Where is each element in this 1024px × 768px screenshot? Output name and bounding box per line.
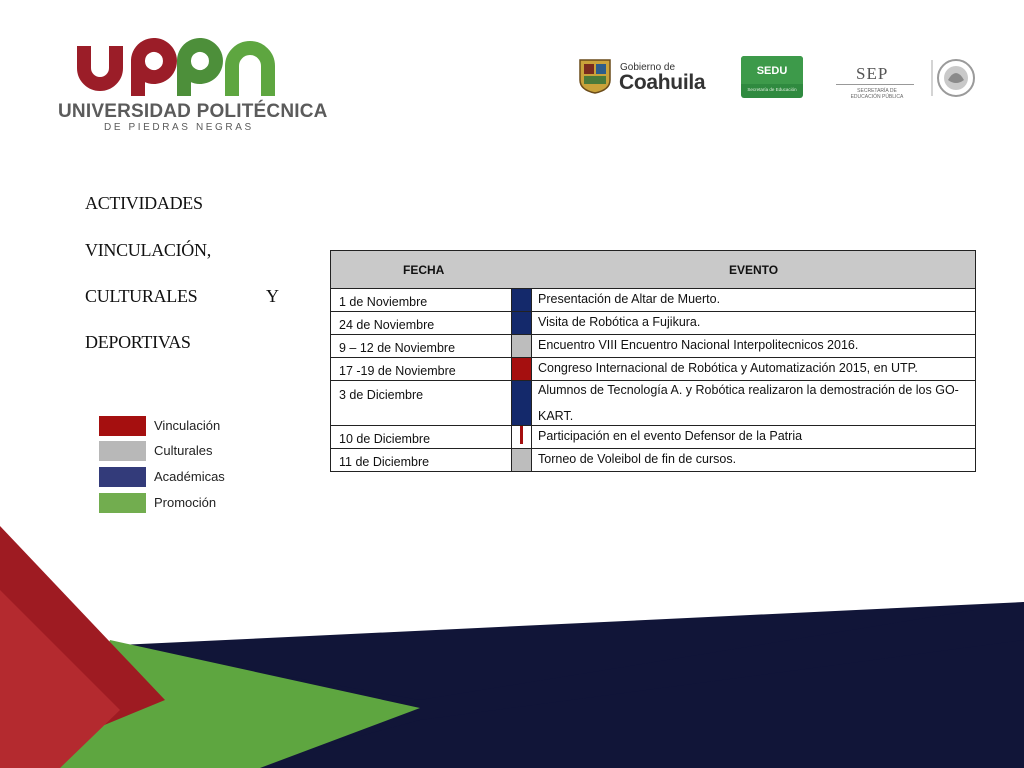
legend-swatch [99,416,146,436]
sep-text: SEP [856,64,889,83]
row-date: 17 -19 de Noviembre [339,364,456,378]
column-header-fecha: FECHA [403,263,445,277]
row-event: Presentación de Altar de Muerto. [538,292,721,306]
sedu-subtext: Secretaría de Educación [747,87,797,92]
coahuila-big-text: Coahuila [619,71,706,94]
university-name: UNIVERSIDAD POLITÉCNICA [58,101,328,122]
sep-subtext: SECRETARÍA DE EDUCACIÓN PÚBLICA [850,88,904,100]
column-header-evento: EVENTO [729,263,779,277]
sep-logo [836,62,916,102]
legend-swatch [99,493,146,513]
row-event: Visita de Robótica a Fujikura. [538,315,701,329]
row-date: 3 de Diciembre [339,388,424,402]
events-table [330,250,976,472]
row-date: 10 de Diciembre [339,432,431,446]
heading-line-2: VINCULACIÓN, [85,240,211,260]
row-category-color [511,358,532,380]
table-row [331,426,975,449]
row-event: Alumnos de Tecnología A. y Robótica realizaron la demostración de los GO-KART. [538,383,959,423]
sedu-logo [741,56,803,98]
row-category-color [511,335,532,357]
sep-divider [836,84,914,85]
row-category-color [511,449,532,471]
table-row [331,449,975,471]
sedu-text: SEDU [756,65,788,77]
row-category-color [511,381,532,425]
legend-label: Vinculación [154,418,221,433]
row-date: 9 – 12 de Noviembre [339,341,456,355]
row-date: 1 de Noviembre [339,295,428,309]
table-header [331,251,975,289]
table-row [331,381,975,426]
row-category-mark [520,426,523,444]
heading-line-1: ACTIVIDADES [85,193,203,213]
legend-label: Promoción [154,495,217,510]
row-category-color [511,312,532,334]
legend-swatch [99,441,146,461]
mexico-eagle-seal-icon [930,56,976,100]
table-row [331,335,975,358]
heading-line-4: DEPORTIVAS [85,332,191,352]
table-row [331,289,975,312]
coahuila-small-text: Gobierno de [620,62,676,73]
row-date: 24 de Noviembre [339,318,435,332]
legend-label: Culturales [154,443,213,458]
heading-line-3-conjunction: Y [266,286,279,306]
row-event: Torneo de Voleibol de fin de cursos. [538,452,737,466]
university-subtitle: DE PIEDRAS NEGRAS [104,122,254,133]
row-category-color [511,426,532,448]
heading-line-3: CULTURALES [85,286,198,306]
row-event: Participación en el evento Defensor de la Patria [538,429,803,443]
row-event: Congreso Internacional de Robótica y Automatización 2015, en UTP. [538,361,918,375]
coahuila-shield-icon [578,58,612,94]
legend-swatch [99,467,146,487]
legend-label: Académicas [154,469,225,484]
coahuila-logo [578,56,708,100]
row-date: 11 de Diciembre [339,455,430,469]
table-row [331,312,975,335]
row-event: Encuentro VIII Encuentro Nacional Interpolitecnicos 2016. [538,338,859,352]
row-category-color [511,289,532,311]
